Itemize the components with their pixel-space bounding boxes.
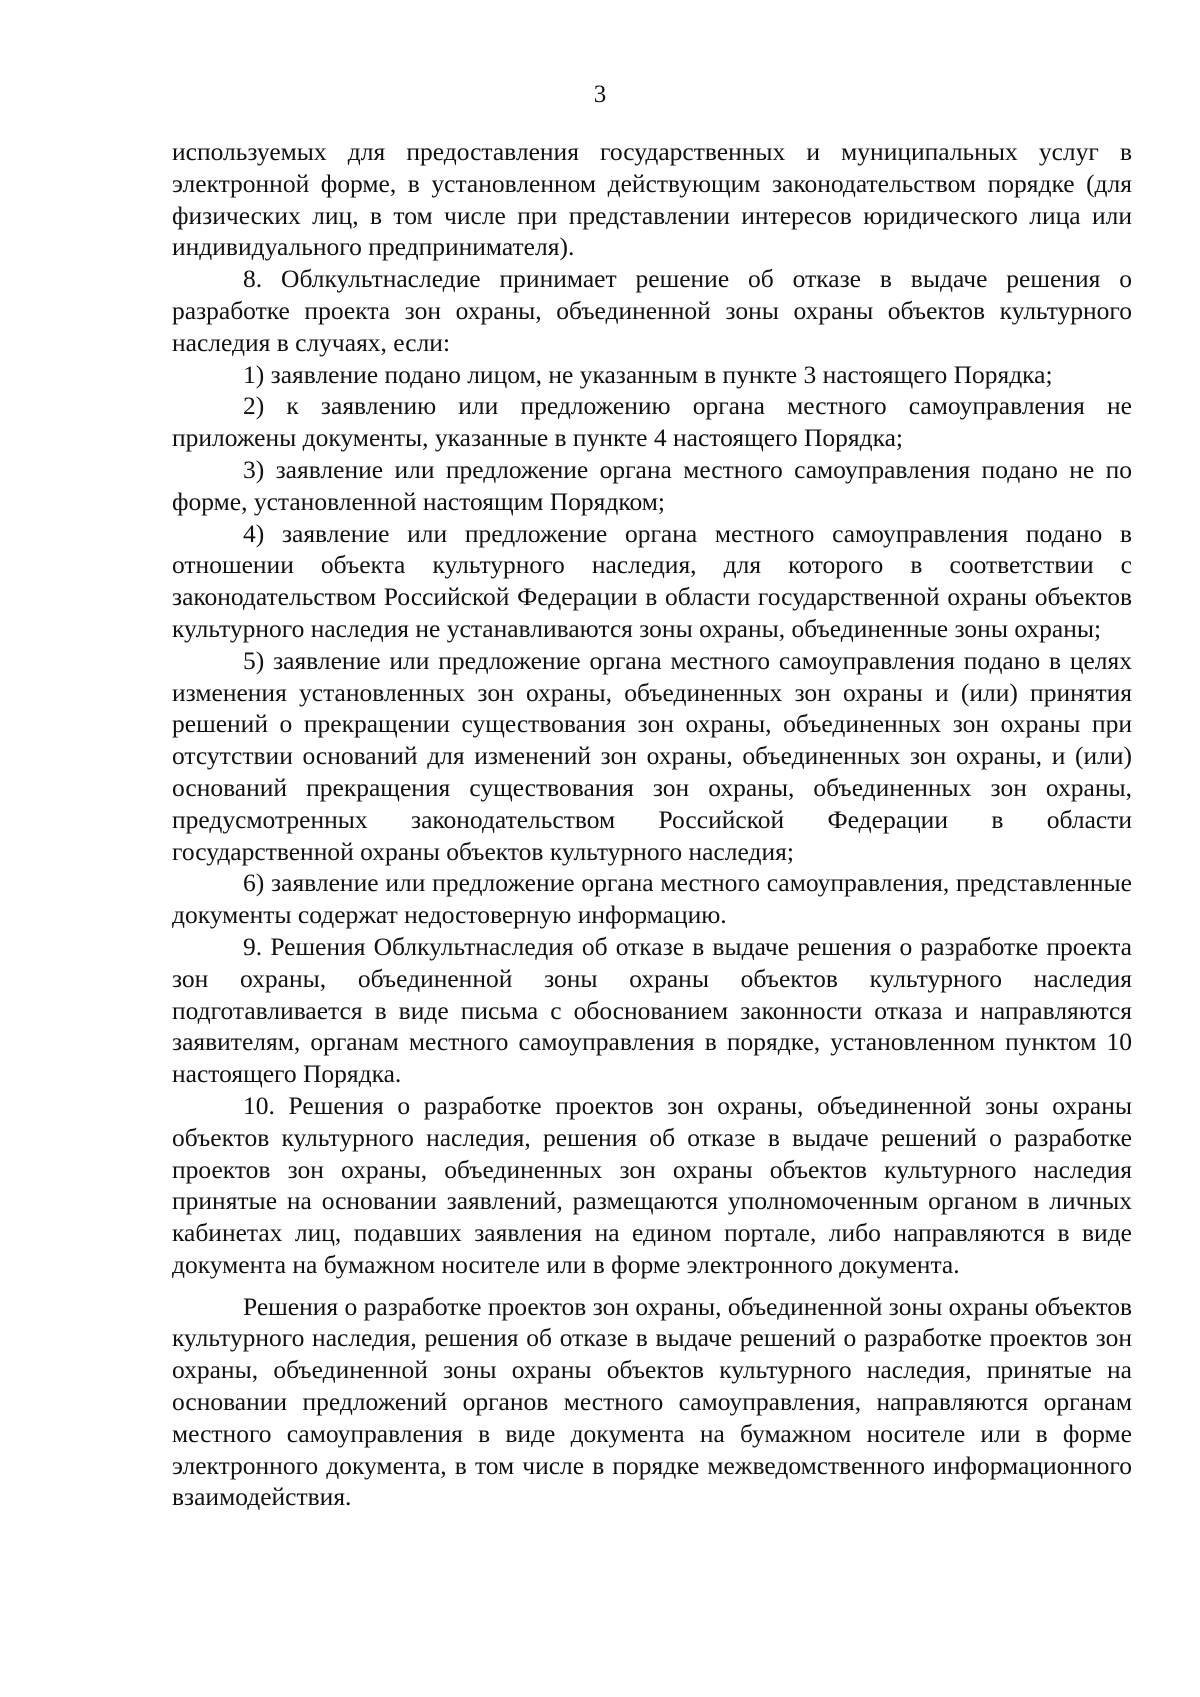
paragraph-subitem-5: 5) заявление или предложение органа местного самоуправления подано в целях изменения установленных зон охраны, объединенных зон охраны и (или) принятия решений о прекращении существования зон охраны, объединенных зон охраны при отсутствии оснований для изменений зон охраны, объединенных зон охраны, и (или) оснований прекращения существования зон охраны, объединенных зон охраны, предусмотренных законодательством Российской Федерации в области государственной охраны объектов культурного наследия; — [172, 645, 1132, 866]
paragraph-item-8: 8. Облкультнаследие принимает решение об отказе в выдаче решения о разработке проекта зон охраны, объединенной зоны охраны объектов культурного наследия в случаях, если: — [172, 264, 1132, 357]
paragraph-subitem-4: 4) заявление или предложение органа местного самоуправления подано в отношении объекта культурного наследия, для которого в соответствии с законодательством Российской Федерации в области государственной охраны объектов культурного наследия не устанавливаются зоны охраны, объединенные зоны охраны; — [172, 518, 1132, 643]
paragraph-item-10-continuation: Решения о разработке проектов зон охраны, объединенной зоны охраны объектов культурного наследия, решения об отказе в выдаче решений о разработке проектов зон охраны, объединенной зоны охраны объектов культурного наследия, принятые на основании предложений органов местного самоуправления, направляются органам местного самоуправления в виде документа на бумажном носителе или в форме электронного документа, в том числе в порядке межведомственного информационного взаимодействия. — [172, 1291, 1132, 1512]
paragraph-subitem-1: 1) заявление подано лицом, не указанным в пункте 3 настоящего Порядка; — [243, 359, 1053, 389]
paragraph-subitem-3: 3) заявление или предложение органа местного самоуправления подано не по форме, установленной настоящим Порядком; — [172, 454, 1132, 516]
paragraph-continuation: используемых для предоставления государственных и муниципальных услуг в электронной форме, в установленном действующим законодательством порядке (для физических лиц, в том числе при представлении интересов юридического лица или индивидуального предпринимателя). — [172, 137, 1132, 262]
page-number: 3 — [593, 81, 607, 108]
paragraph-subitem-2: 2) к заявлению или предложению органа местного самоуправления не приложены документы, указанные в пункте 4 настоящего Порядка; — [172, 391, 1132, 453]
paragraph-item-10: 10. Решения о разработке проектов зон охраны, объединенной зоны охраны объектов культурного наследия, решения об отказе в выдаче решений о разработке проектов зон охраны, объединенных зон охраны объектов культурного наследия принятые на основании заявлений, размещаются уполномоченным органом в личных кабинетах лиц, подавших заявления на едином портале, либо направляются в виде документа на бумажном носителе или в форме электронного документа. — [172, 1090, 1132, 1279]
document-body — [172, 136, 1132, 1513]
paragraph-item-9: 9. Решения Облкультнаследия об отказе в выдаче решения о разработке проекта зон охраны, объединенной зоны охраны объектов культурного наследия подготавливается в виде письма с обоснованием законности отказа и направляются заявителям, органам местного самоуправления в порядке, установленном пунктом 10 настоящего Порядка. — [172, 931, 1132, 1089]
paragraph-subitem-6: 6) заявление или предложение органа местного самоуправления, представленные документы содержат недостоверную информацию. — [172, 868, 1132, 930]
